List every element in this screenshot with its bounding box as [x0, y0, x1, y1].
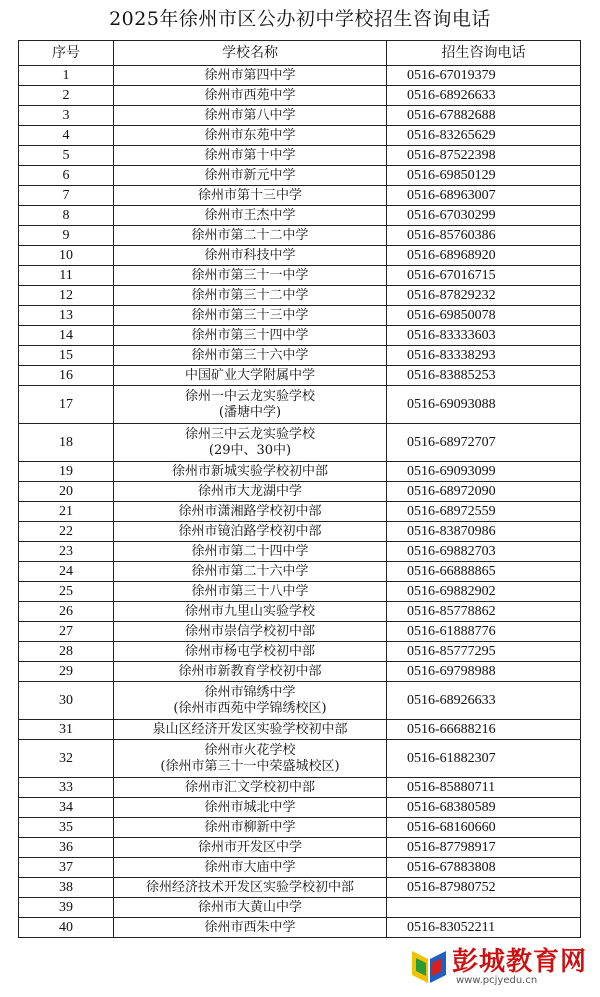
- phone-number: 0516-68972559: [387, 502, 581, 522]
- school-name-line: 徐州市第三十六中学: [191, 347, 309, 363]
- school-name: [114, 146, 387, 166]
- table-row: [19, 878, 581, 898]
- row-index: 23: [19, 542, 114, 562]
- row-index: 29: [19, 662, 114, 682]
- table-row: [19, 740, 581, 778]
- row-index: 12: [19, 286, 114, 306]
- row-index: 32: [19, 740, 114, 778]
- row-index: 30: [19, 682, 114, 720]
- table-row: [19, 386, 581, 424]
- school-name-line: (徐州市第三十一中荣盛城校区): [160, 758, 340, 774]
- school-name: [114, 266, 387, 286]
- school-name: [114, 502, 387, 522]
- table-row: [19, 286, 581, 306]
- table-row: [19, 424, 581, 462]
- table-row: [19, 206, 581, 226]
- school-name: [114, 424, 387, 462]
- school-name: [114, 286, 387, 306]
- phone-number: 0516-85777295: [387, 642, 581, 662]
- row-index: 2: [19, 86, 114, 106]
- row-index: 8: [19, 206, 114, 226]
- school-name-line: 徐州市第二十六中学: [191, 563, 309, 579]
- row-index: 24: [19, 562, 114, 582]
- school-name-line: 徐州市潇湘路学校初中部: [178, 503, 322, 519]
- row-index: 31: [19, 720, 114, 740]
- row-index: 40: [19, 918, 114, 938]
- school-name: [114, 462, 387, 482]
- table-row: [19, 798, 581, 818]
- book-logo-icon: [410, 945, 448, 985]
- school-name-line: (徐州市西苑中学锦绣校区): [173, 700, 327, 716]
- school-name: [114, 622, 387, 642]
- table-row: [19, 106, 581, 126]
- school-name-line: 徐州市杨屯学校初中部: [184, 643, 315, 659]
- row-index: 27: [19, 622, 114, 642]
- row-index: 15: [19, 346, 114, 366]
- phone-number: 0516-69850129: [387, 166, 581, 186]
- school-name: [114, 918, 387, 938]
- phone-number: 0516-68963007: [387, 186, 581, 206]
- school-name-line: 徐州市西苑中学: [204, 87, 296, 103]
- school-name-line: 徐州市第二十四中学: [191, 543, 309, 559]
- row-index: 16: [19, 366, 114, 386]
- school-name: [114, 838, 387, 858]
- phone-number: 0516-69093099: [387, 462, 581, 482]
- watermark-brand: 彭城教育网: [452, 947, 588, 977]
- phone-number: 0516-69882902: [387, 582, 581, 602]
- school-name-line: (潘塘中学): [218, 404, 282, 420]
- row-index: 22: [19, 522, 114, 542]
- school-name-line: 徐州市火花学校: [204, 742, 296, 758]
- school-name-line: 徐州市西朱中学: [204, 919, 296, 935]
- row-index: 5: [19, 146, 114, 166]
- school-name-line: (29中、30中): [208, 442, 292, 458]
- header-phone: 招生咨询电话: [387, 41, 581, 66]
- school-name-line: 徐州市第三十二中学: [191, 287, 309, 303]
- row-index: 39: [19, 898, 114, 918]
- school-name-line: 徐州市新城实验学校初中部: [171, 463, 328, 479]
- row-index: 17: [19, 386, 114, 424]
- table-row: [19, 898, 581, 918]
- school-name-line: 徐州市新教育学校初中部: [178, 663, 322, 679]
- phone-number: 0516-83265629: [387, 126, 581, 146]
- school-name: [114, 226, 387, 246]
- school-name-line: 徐州市新元中学: [204, 167, 296, 183]
- school-name: [114, 106, 387, 126]
- row-index: 33: [19, 778, 114, 798]
- phone-number: 0516-67016715: [387, 266, 581, 286]
- table-row: [19, 482, 581, 502]
- row-index: 19: [19, 462, 114, 482]
- row-index: 28: [19, 642, 114, 662]
- phone-number: 0516-67019379: [387, 66, 581, 86]
- school-name: [114, 306, 387, 326]
- phone-number: 0516-66688216: [387, 720, 581, 740]
- table-row: [19, 858, 581, 878]
- school-name: [114, 366, 387, 386]
- school-name-line: 徐州市第三十一中学: [191, 267, 309, 283]
- phone-number: 0516-69850078: [387, 306, 581, 326]
- table-row: [19, 346, 581, 366]
- school-name-line: 徐州市九里山实验学校: [184, 603, 315, 619]
- school-name: [114, 858, 387, 878]
- table-row: [19, 622, 581, 642]
- row-index: 13: [19, 306, 114, 326]
- school-name-line: 徐州市第二十二中学: [191, 227, 309, 243]
- school-name-line: 徐州市锦绣中学: [204, 684, 296, 700]
- table-row: [19, 602, 581, 622]
- phone-number: 0516-85778862: [387, 602, 581, 622]
- school-name: [114, 602, 387, 622]
- school-name: [114, 166, 387, 186]
- table-row: [19, 662, 581, 682]
- school-name-line: 徐州一中云龙实验学校: [184, 388, 315, 404]
- row-index: 10: [19, 246, 114, 266]
- phone-number: 0516-68160660: [387, 818, 581, 838]
- school-name-line: 徐州市柳新中学: [204, 819, 296, 835]
- phone-number: 0516-85880711: [387, 778, 581, 798]
- school-name-line: 徐州市崇信学校初中部: [184, 623, 315, 639]
- phone-number: 0516-67030299: [387, 206, 581, 226]
- table-row: [19, 166, 581, 186]
- school-name: [114, 86, 387, 106]
- phone-number: 0516-83052211: [387, 918, 581, 938]
- table-row: [19, 562, 581, 582]
- table-row: [19, 186, 581, 206]
- school-name-line: 徐州市第三十八中学: [191, 583, 309, 599]
- watermark-url: www.pcjyedu.cn: [456, 975, 538, 986]
- school-name: [114, 66, 387, 86]
- phone-number: 0516-68380589: [387, 798, 581, 818]
- phone-number: 0516-68972707: [387, 424, 581, 462]
- phone-number: 0516-69882703: [387, 542, 581, 562]
- row-index: 7: [19, 186, 114, 206]
- school-name-line: 徐州市第三十四中学: [191, 327, 309, 343]
- school-name-line: 泉山区经济开发区实验学校初中部: [152, 721, 348, 737]
- row-index: 35: [19, 818, 114, 838]
- school-name: [114, 682, 387, 720]
- school-name: [114, 642, 387, 662]
- school-name: [114, 542, 387, 562]
- school-name-line: 徐州市第四中学: [204, 67, 296, 83]
- phone-number: 0516-69798988: [387, 662, 581, 682]
- table-row: [19, 582, 581, 602]
- table-row: [19, 66, 581, 86]
- row-index: 38: [19, 878, 114, 898]
- school-name: [114, 582, 387, 602]
- table-row: [19, 918, 581, 938]
- school-name: [114, 798, 387, 818]
- phone-number: 0516-83885253: [387, 366, 581, 386]
- phone-number: 0516-83338293: [387, 346, 581, 366]
- table-row: [19, 146, 581, 166]
- table-row: [19, 226, 581, 246]
- school-name: [114, 326, 387, 346]
- table-row: [19, 266, 581, 286]
- row-index: 14: [19, 326, 114, 346]
- table-row: [19, 818, 581, 838]
- school-name-line: 徐州市第十三中学: [197, 187, 302, 203]
- row-index: 21: [19, 502, 114, 522]
- school-name: [114, 346, 387, 366]
- table-row: [19, 306, 581, 326]
- school-name: [114, 740, 387, 778]
- school-name: [114, 878, 387, 898]
- table-row: [19, 462, 581, 482]
- school-name-line: 徐州市大庙中学: [204, 859, 296, 875]
- school-name: [114, 482, 387, 502]
- phone-number: 0516-85760386: [387, 226, 581, 246]
- school-name-line: 徐州市东苑中学: [204, 127, 296, 143]
- phone-number: 0516-83870986: [387, 522, 581, 542]
- phone-number: 0516-67882688: [387, 106, 581, 126]
- table-row: [19, 86, 581, 106]
- table-row: [19, 246, 581, 266]
- phone-number: 0516-66888865: [387, 562, 581, 582]
- header-school-name: 学校名称: [114, 41, 387, 66]
- school-name: [114, 898, 387, 918]
- table-row: [19, 720, 581, 740]
- school-name-line: 徐州市科技中学: [204, 247, 296, 263]
- watermark: [408, 939, 586, 993]
- school-name: [114, 522, 387, 542]
- row-index: 4: [19, 126, 114, 146]
- row-index: 3: [19, 106, 114, 126]
- phone-number: 0516-87522398: [387, 146, 581, 166]
- table-row: [19, 778, 581, 798]
- phone-number: 0516-69093088: [387, 386, 581, 424]
- table-row: [19, 366, 581, 386]
- school-name-line: 徐州市汇文学校初中部: [184, 779, 315, 795]
- phone-number: 0516-87798917: [387, 838, 581, 858]
- phone-table: [18, 40, 581, 938]
- header-index: 序号: [19, 41, 114, 66]
- table-row: [19, 326, 581, 346]
- table-row: [19, 522, 581, 542]
- row-index: 9: [19, 226, 114, 246]
- school-name-line: 徐州市第十中学: [204, 147, 296, 163]
- table-row: [19, 502, 581, 522]
- school-name: [114, 186, 387, 206]
- phone-number: 0516-61888776: [387, 622, 581, 642]
- school-name: [114, 662, 387, 682]
- row-index: 1: [19, 66, 114, 86]
- table-row: [19, 126, 581, 146]
- phone-number: 0516-61882307: [387, 740, 581, 778]
- school-name: [114, 818, 387, 838]
- phone-number: 0516-87829232: [387, 286, 581, 306]
- page-title: 2025年徐州市区公办初中学校招生咨询电话: [109, 8, 491, 30]
- phone-number: 0516-87980752: [387, 878, 581, 898]
- school-name: [114, 206, 387, 226]
- school-name: [114, 246, 387, 266]
- row-index: 26: [19, 602, 114, 622]
- school-name-line: 徐州市城北中学: [204, 799, 296, 815]
- school-name-line: 徐州市第八中学: [204, 107, 296, 123]
- row-index: 20: [19, 482, 114, 502]
- table-header-row: [19, 41, 581, 66]
- school-name-line: 徐州市大黄山中学: [197, 899, 302, 915]
- school-name-line: 徐州市王杰中学: [204, 207, 296, 223]
- school-name-line: 徐州市镜泊路学校初中部: [178, 523, 322, 539]
- table-row: [19, 542, 581, 562]
- row-index: 34: [19, 798, 114, 818]
- phone-number: 0516-68972090: [387, 482, 581, 502]
- row-index: 36: [19, 838, 114, 858]
- phone-number: 0516-68968920: [387, 246, 581, 266]
- phone-number: 0516-68926633: [387, 86, 581, 106]
- school-name: [114, 720, 387, 740]
- school-name: [114, 386, 387, 424]
- table-row: [19, 642, 581, 662]
- school-name: [114, 562, 387, 582]
- school-name-line: 徐州三中云龙实验学校: [184, 426, 315, 442]
- row-index: 25: [19, 582, 114, 602]
- table-row: [19, 838, 581, 858]
- phone-number: 0516-68926633: [387, 682, 581, 720]
- table-row: [19, 682, 581, 720]
- row-index: 18: [19, 424, 114, 462]
- school-name: [114, 778, 387, 798]
- school-name-line: 中国矿业大学附属中学: [184, 367, 315, 383]
- row-index: 37: [19, 858, 114, 878]
- school-name-line: 徐州市第三十三中学: [191, 307, 309, 323]
- school-name-line: 徐州市开发区中学: [197, 839, 302, 855]
- row-index: 6: [19, 166, 114, 186]
- school-name-line: 徐州市大龙湖中学: [197, 483, 302, 499]
- table-body: [19, 66, 581, 938]
- school-name-line: 徐州经济技术开发区实验学校初中部: [145, 879, 354, 895]
- row-index: 11: [19, 266, 114, 286]
- phone-number: 0516-67883808: [387, 858, 581, 878]
- school-name: [114, 126, 387, 146]
- phone-number: [387, 898, 581, 918]
- phone-number: 0516-83333603: [387, 326, 581, 346]
